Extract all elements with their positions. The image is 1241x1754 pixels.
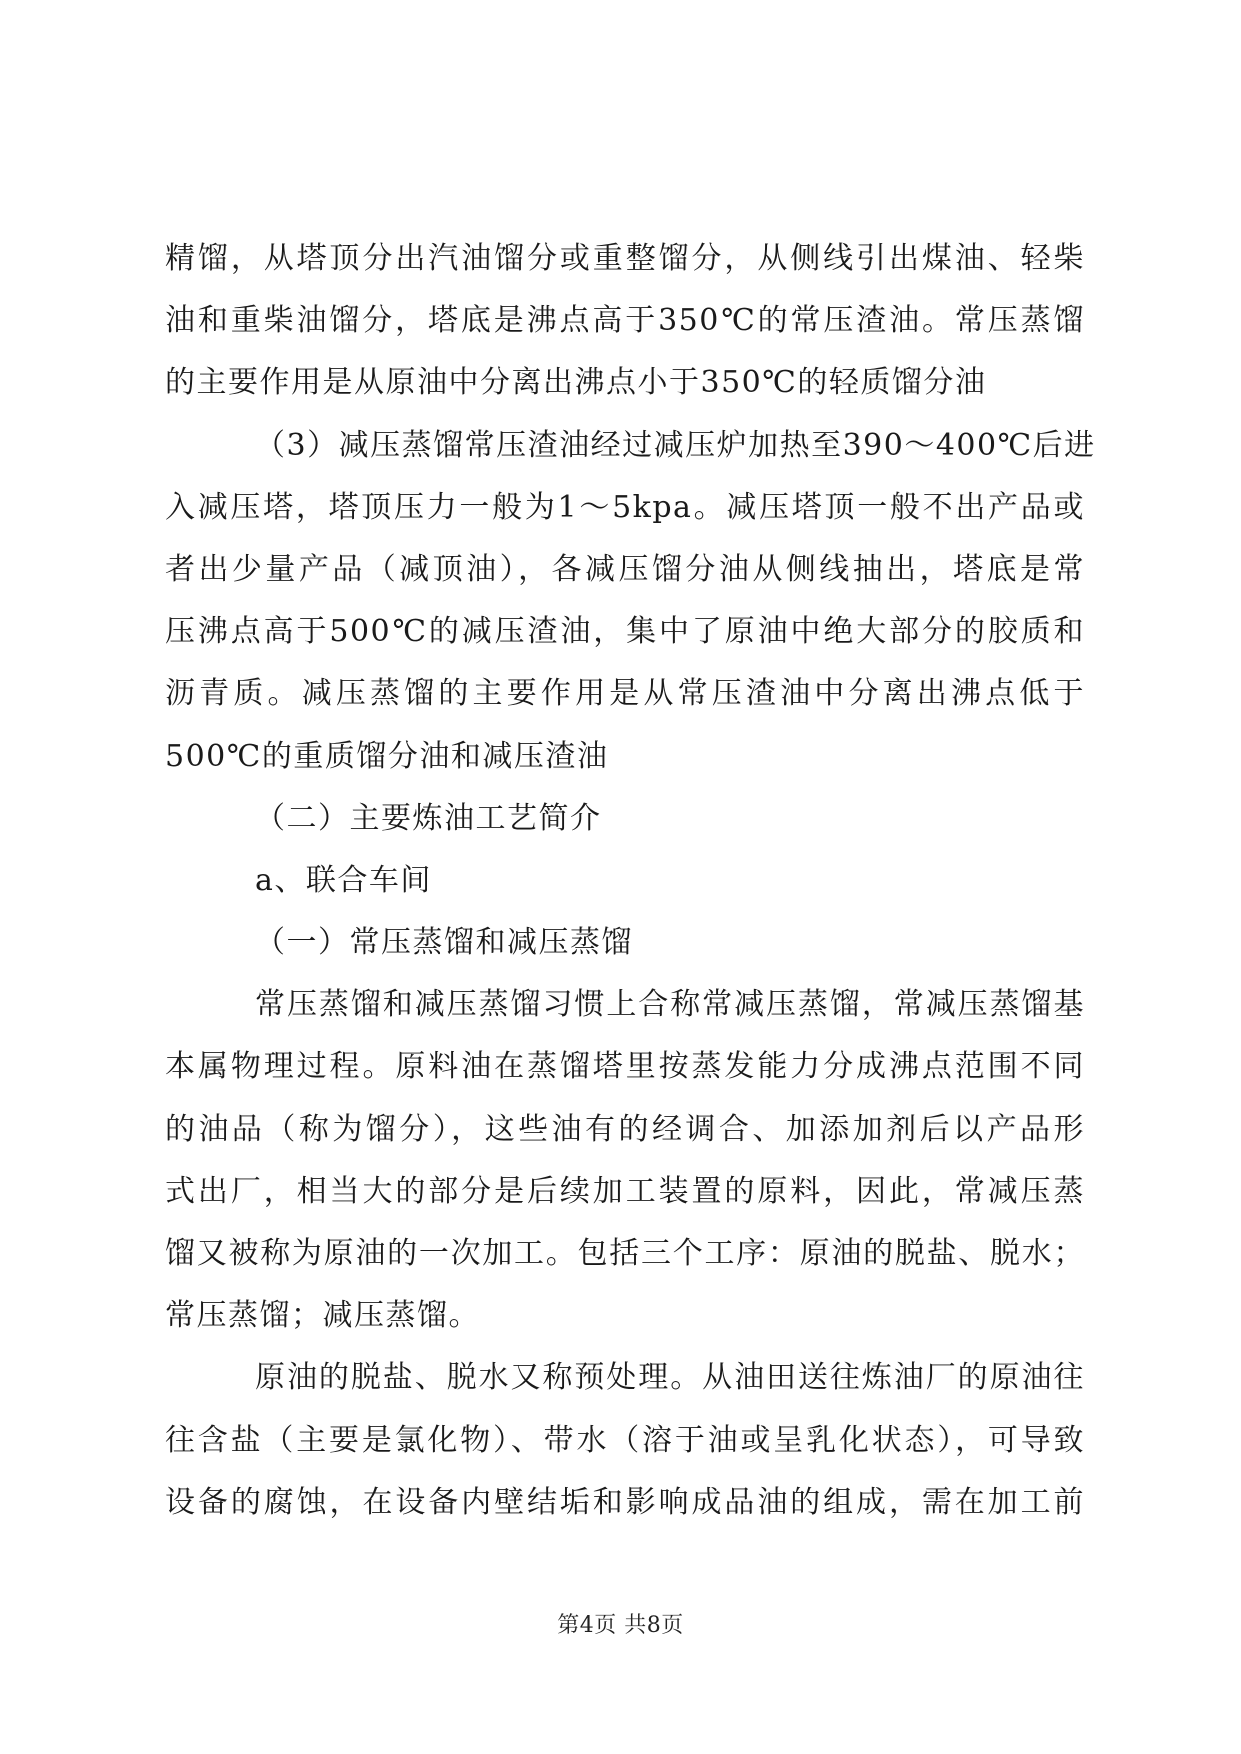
text-line: 的油品（称为馏分），这些油有的经调合、加添加剂后以产品形 — [165, 1111, 1085, 1147]
text-line: 入减压塔，塔顶压力一般为1～5kpa。减压塔顶一般不出产品或 — [165, 489, 1085, 525]
body-text — [165, 228, 1096, 1534]
text-line: 油和重柴油馏分，塔底是沸点高于350℃的常压渣油。常压蒸馏 — [165, 303, 1085, 339]
text-line: 精馏，从塔顶分出汽油馏分或重整馏分，从侧线引出煤油、轻柴 — [165, 241, 1085, 276]
text-line: 500℃的重质馏分油和减压渣油 — [165, 738, 609, 774]
text-line: （3）减压蒸馏常压渣油经过减压炉加热至390～400℃后进 — [255, 427, 1096, 463]
text-line: a、联合车间 — [255, 862, 432, 898]
text-line: 往含盐（主要是氯化物）、带水（溶于油或呈乳化状态），可导致 — [165, 1422, 1085, 1458]
text-line: 本属物理过程。原料油在蒸馏塔里按蒸发能力分成沸点范围不同 — [165, 1049, 1085, 1085]
text-line: （一）常压蒸馏和减压蒸馏 — [255, 925, 633, 961]
text-line: 的主要作用是从原油中分离出沸点小于350℃的轻质馏分油 — [165, 365, 987, 401]
text-line: 设备的腐蚀，在设备内壁结垢和影响成品油的组成，需在加工前 — [165, 1484, 1085, 1520]
text-line: 馏又被称为原油的一次加工。包括三个工序：原油的脱盐、脱水； — [165, 1236, 1085, 1271]
text-line: 沥青质。减压蒸馏的主要作用是从常压渣油中分离出沸点低于 — [165, 676, 1085, 712]
text-line: 原油的脱盐、脱水又称预处理。从油田送往炼油厂的原油往 — [255, 1360, 1085, 1396]
text-line: 常压蒸馏和减压蒸馏习惯上合称常减压蒸馏，常减压蒸馏基 — [255, 987, 1085, 1023]
text-line: （二）主要炼油工艺简介 — [255, 800, 602, 836]
text-line: 式出厂，相当大的部分是后续加工装置的原料，因此，常减压蒸 — [165, 1173, 1085, 1209]
text-line: 压沸点高于500℃的减压渣油，集中了原油中绝大部分的胶质和 — [165, 614, 1085, 650]
page-footer: 第4页 共8页 — [557, 1613, 684, 1638]
text-line: 者出少量产品（减顶油），各减压馏分油从侧线抽出，塔底是常 — [165, 551, 1085, 587]
text-line: 常压蒸馏；减压蒸馏。 — [165, 1298, 480, 1334]
